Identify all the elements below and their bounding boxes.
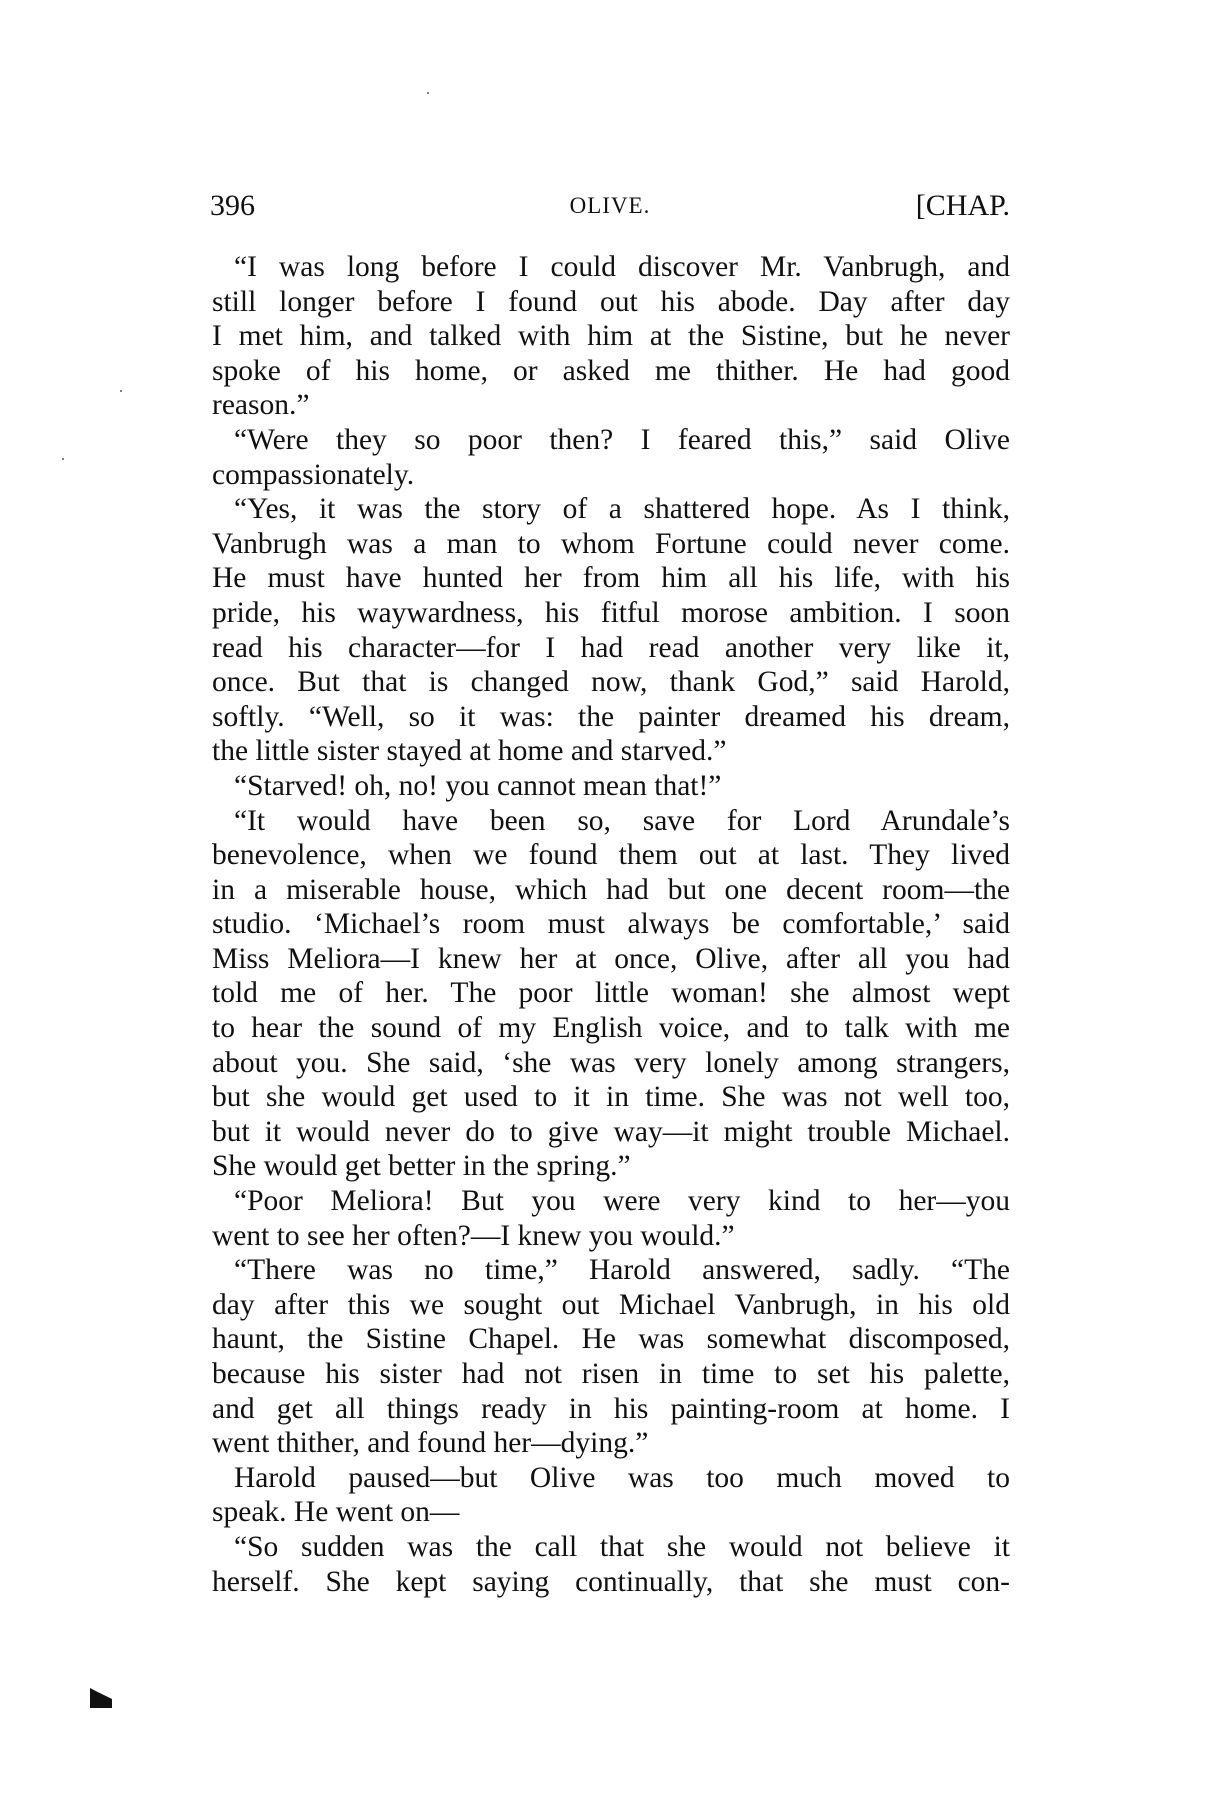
- text-line: She would get better in the spring.”: [212, 1150, 631, 1183]
- text-line: but she would get used to it in time. She was not well too,: [212, 1081, 1010, 1114]
- text-line: benevolence, when we found them out at last. They lived: [212, 839, 1010, 872]
- text-line: “Starved! oh, no! you cannot mean that!”: [234, 769, 722, 802]
- running-title: OLIVE.: [569, 193, 651, 218]
- chapter-mark: [CHAP.: [915, 189, 1010, 222]
- text-line: and get all things ready in his painting-room at home. I: [212, 1392, 1010, 1425]
- text-line: day after this we sought out Michael Vanbrugh, in his old: [212, 1288, 1010, 1321]
- text-line: “Were they so poor then? I feared this,” said Olive: [234, 423, 1010, 456]
- body-text: [212, 250, 1010, 1599]
- paragraph: [212, 1461, 1010, 1530]
- text-line: studio. ‘Michael’s room must always be comfortable,’ said: [212, 908, 1010, 941]
- text-line: the little sister stayed at home and starved.”: [212, 735, 727, 768]
- page-header: [210, 184, 1010, 228]
- text-line: reason.”: [212, 389, 310, 422]
- text-line: went to see her often?—I knew you would.”: [212, 1219, 735, 1252]
- text-line: “There was no time,” Harold answered, sadly. “The: [234, 1254, 1010, 1287]
- paragraph: [212, 1253, 1010, 1461]
- corner-mark: [90, 1688, 112, 1708]
- text-line: Miss Meliora—I knew her at once, Olive, after all you had: [212, 942, 1010, 975]
- text-line: I met him, and talked with him at the Sistine, but he never: [212, 320, 1010, 353]
- page-number: 396: [210, 189, 255, 222]
- speck: [62, 458, 64, 460]
- speck: [427, 92, 429, 94]
- text-line: “Yes, it was the story of a shattered hope. As I think,: [234, 493, 1010, 526]
- text-line: speak. He went on—: [212, 1496, 460, 1529]
- paragraph: [212, 492, 1010, 769]
- text-line: Harold paused—but Olive was too much moved to: [234, 1461, 1010, 1494]
- paragraph: [212, 804, 1010, 1185]
- text-line: read his character—for I had read another very like it,: [212, 631, 1010, 664]
- paragraph: [212, 1530, 1010, 1599]
- text-line: in a miserable house, which had but one decent room—the: [212, 873, 1010, 906]
- text-line: pride, his waywardness, his fitful morose ambition. I soon: [212, 596, 1010, 629]
- text-line: softly. “Well, so it was: the painter dreamed his dream,: [212, 700, 1010, 733]
- speck: [120, 390, 122, 392]
- text-line: “Poor Meliora! But you were very kind to her—you: [234, 1185, 1010, 1218]
- text-line: because his sister had not risen in time to set his palette,: [212, 1358, 1010, 1390]
- paragraph: [212, 423, 1010, 492]
- text-line: to hear the sound of my English voice, and to talk with me: [212, 1012, 1010, 1045]
- paragraph: [212, 769, 1010, 804]
- text-line: but it would never do to give way—it might trouble Michael.: [212, 1115, 1010, 1148]
- text-line: compassionately.: [212, 458, 415, 491]
- text-line: haunt, the Sistine Chapel. He was somewhat discomposed,: [212, 1323, 1010, 1356]
- text-line: “I was long before I could discover Mr. Vanbrugh, and: [234, 251, 1010, 283]
- text-line: “It would have been so, save for Lord Arundale’s: [234, 804, 1010, 837]
- text-line: went thither, and found her—dying.”: [212, 1427, 649, 1460]
- text-line: herself. She kept saying continually, that she must con-: [212, 1565, 1010, 1598]
- text-line: He must have hunted her from him all his life, with his: [212, 562, 1010, 595]
- text-line: told me of her. The poor little woman! she almost wept: [212, 977, 1010, 1010]
- text-line: Vanbrugh was a man to whom Fortune could never come.: [212, 527, 1010, 560]
- text-line: still longer before I found out his abode. Day after day: [212, 285, 1010, 318]
- paragraph: [212, 1184, 1010, 1253]
- text-line: spoke of his home, or asked me thither. He had good: [212, 354, 1010, 387]
- text-line: once. But that is changed now, thank God,” said Harold,: [212, 666, 1010, 699]
- text-line: about you. She said, ‘she was very lonely among strangers,: [212, 1046, 1010, 1079]
- paragraph: [212, 250, 1010, 423]
- text-line: “So sudden was the call that she would not believe it: [234, 1530, 1010, 1563]
